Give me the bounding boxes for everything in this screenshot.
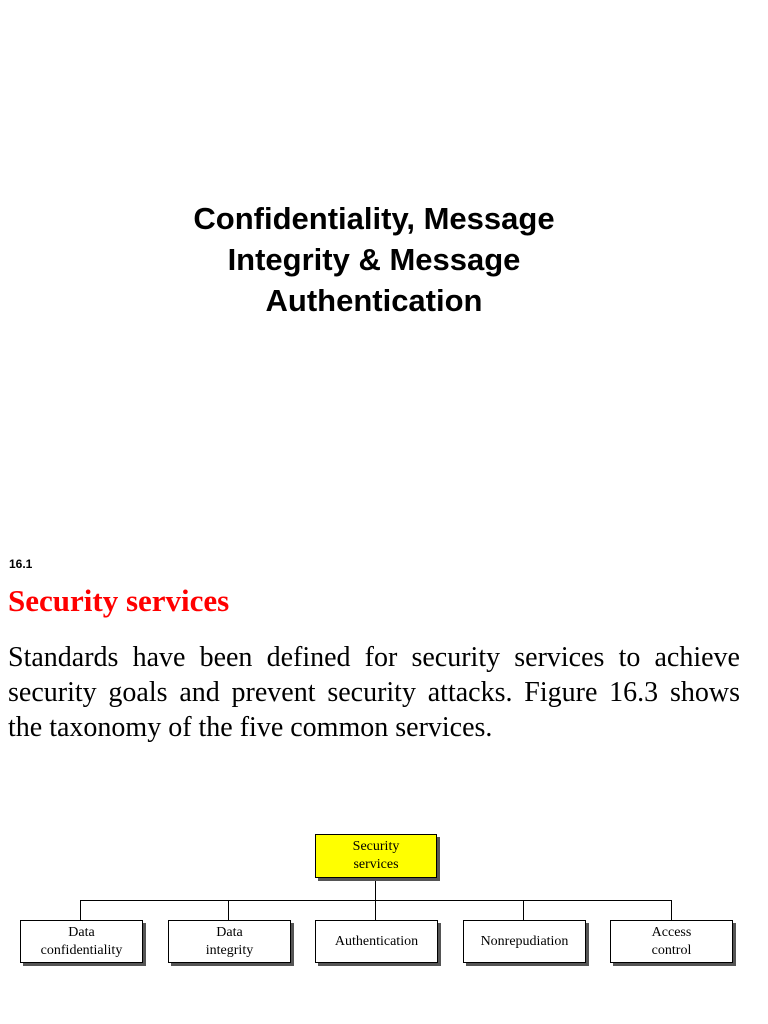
horizontal-bus-connector: [80, 900, 672, 901]
data-confidentiality-node: Data confidentiality: [20, 920, 143, 963]
authentication-node: Authentication: [315, 920, 438, 963]
slide-title-line-3: Authentication: [265, 283, 483, 318]
child-2-connector: [228, 900, 229, 920]
root-stem-connector: [375, 878, 376, 900]
security-services-taxonomy-diagram: [0, 820, 768, 980]
page-number: 16.1: [9, 557, 33, 571]
slide-title-line-2: Integrity & Message: [227, 242, 521, 277]
section-heading: Security services: [8, 583, 230, 618]
data-integrity-node: Data integrity: [168, 920, 291, 963]
child-3-connector: [375, 900, 376, 920]
slide-title-line-1: Confidentiality, Message: [193, 201, 555, 236]
security-services-node: Security services: [315, 834, 437, 878]
child-1-connector: [80, 900, 81, 920]
nonrepudiation-node: Nonrepudiation: [463, 920, 586, 963]
child-4-connector: [523, 900, 524, 920]
access-control-node: Access control: [610, 920, 733, 963]
section-body-text: Standards have been defined for security services to achieve security goals and prevent security attacks. Figure 16.3 shows the taxonomy of the five common services.: [8, 642, 740, 743]
slide-title: [120, 198, 628, 321]
child-5-connector: [671, 900, 672, 920]
